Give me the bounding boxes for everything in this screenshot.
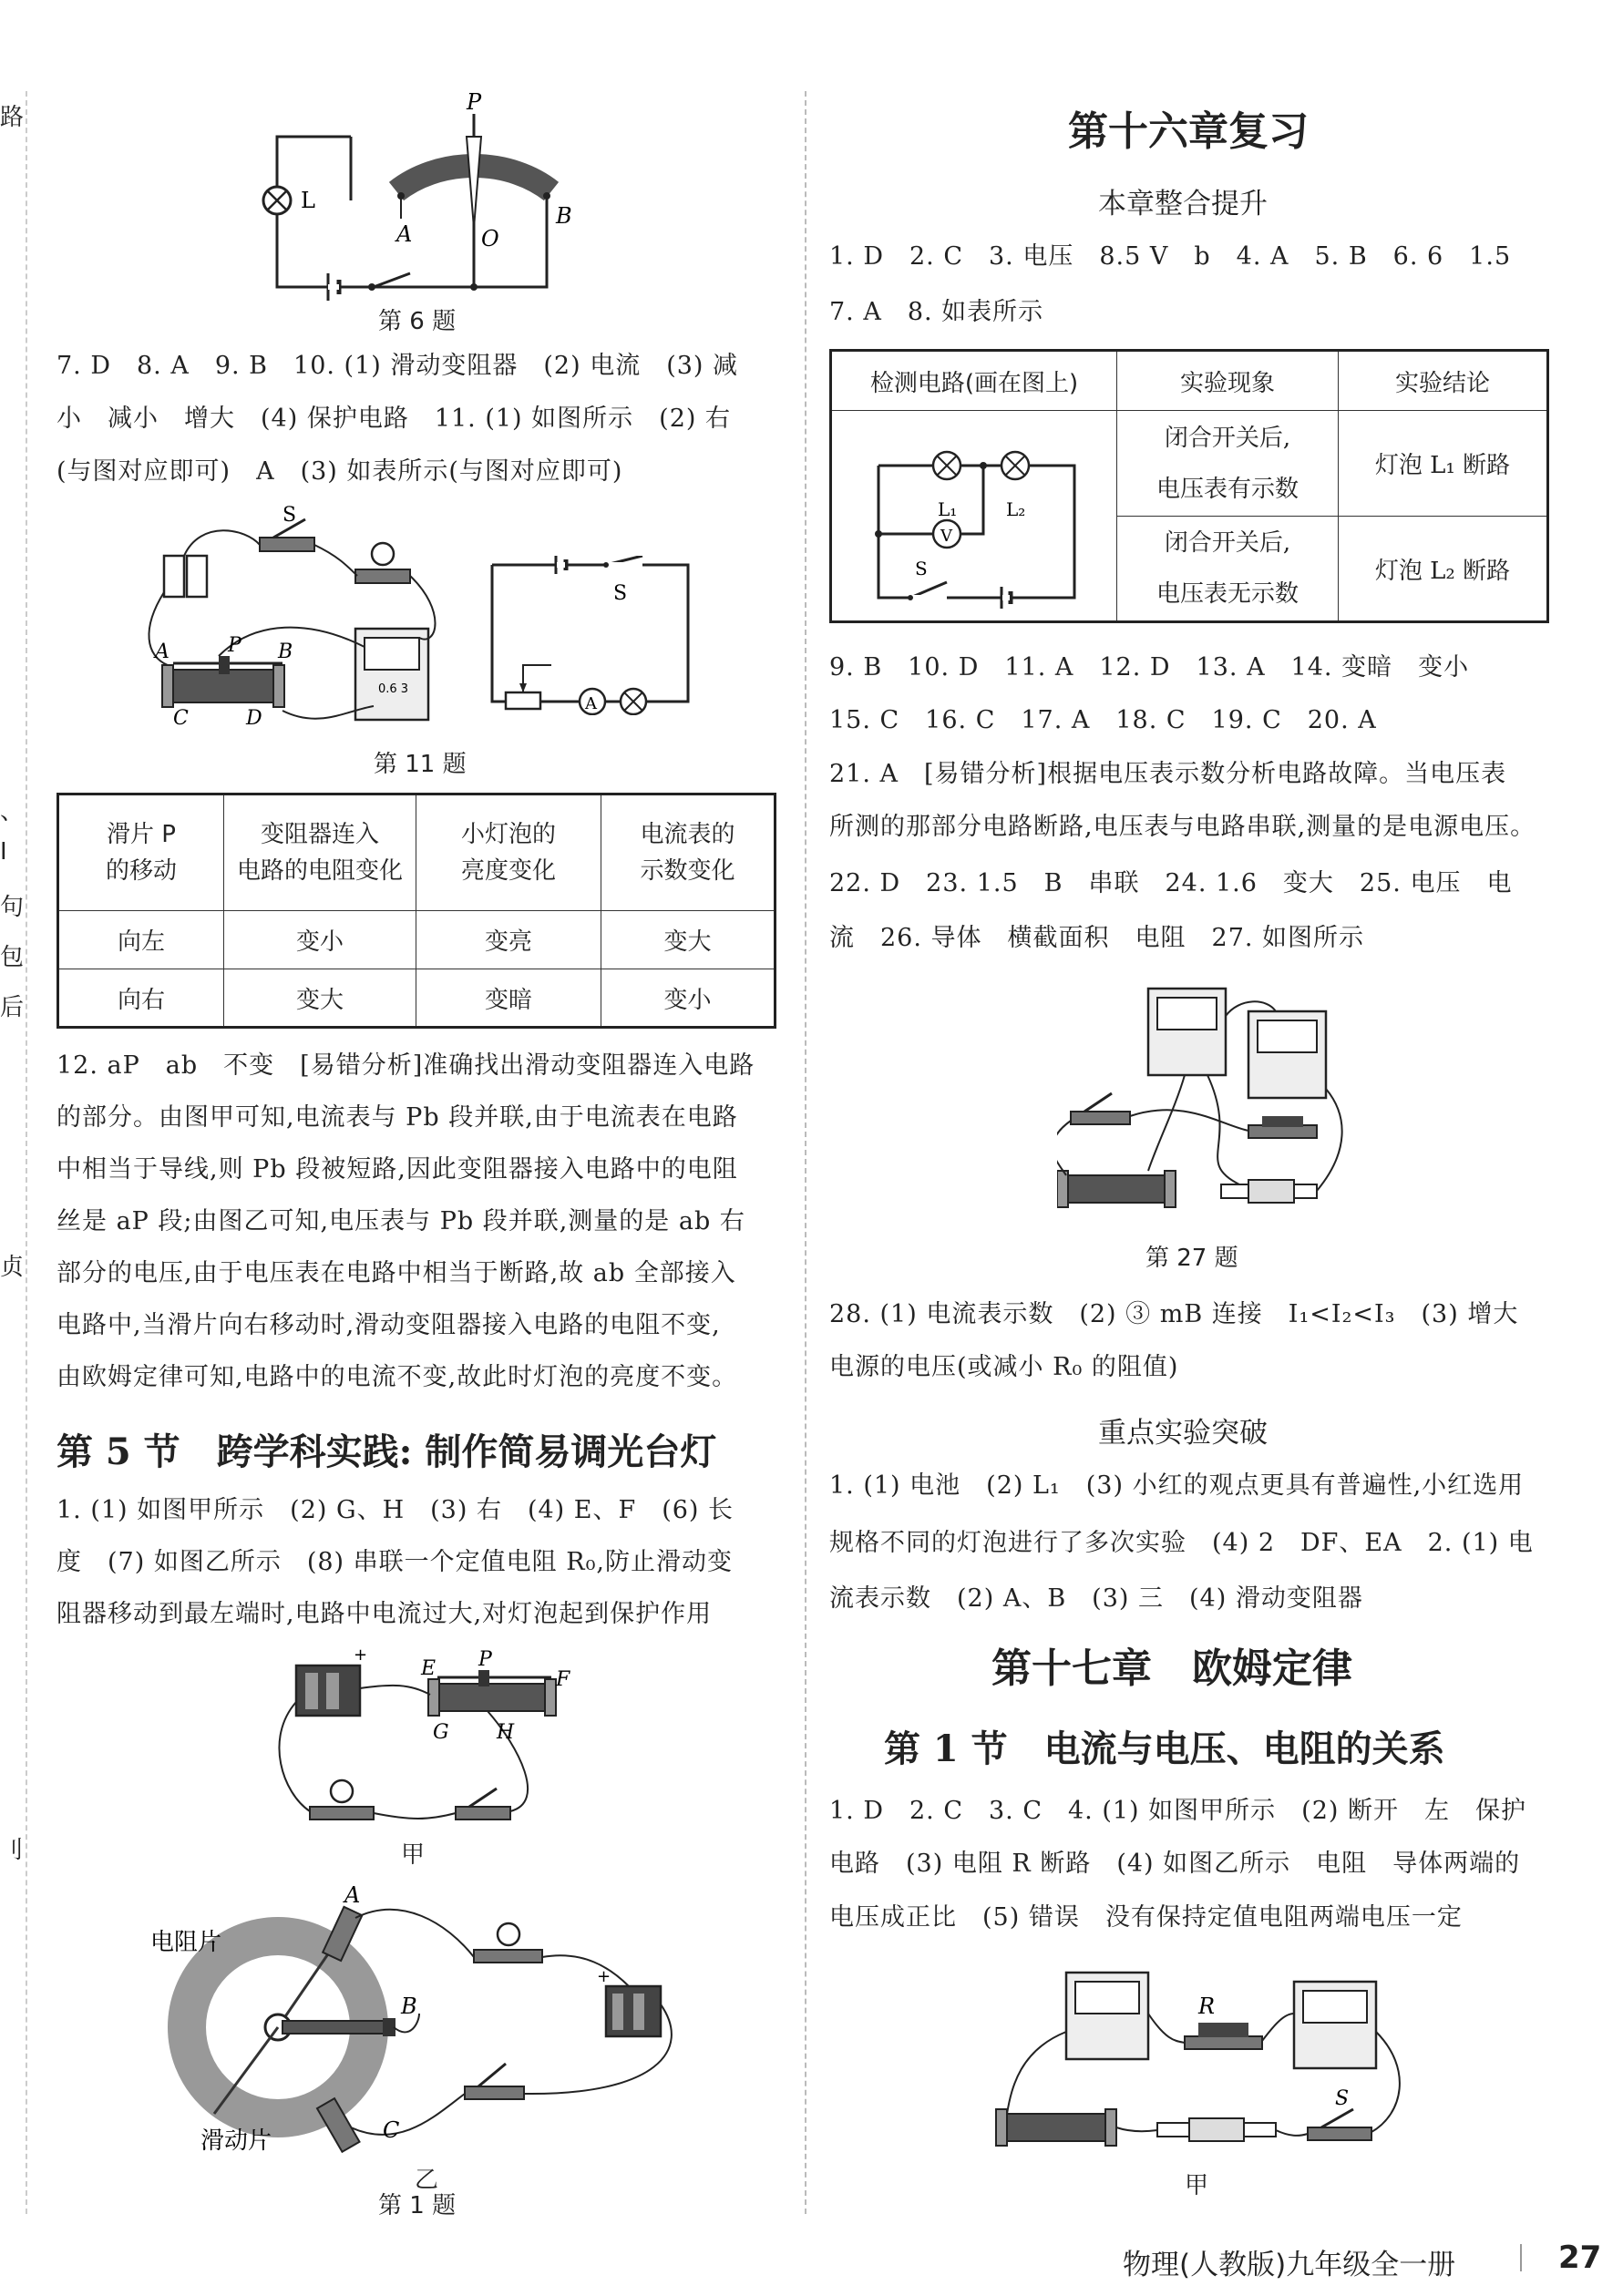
label-r: R xyxy=(1198,1994,1216,2019)
plus-label: + xyxy=(597,1967,611,1986)
label-v: V xyxy=(940,527,952,546)
margin-char: 包 xyxy=(0,944,25,971)
label-h: H xyxy=(497,1721,515,1744)
figure-27-caption: 第 27 题 xyxy=(1145,1245,1238,1272)
table-cell: 变大 xyxy=(224,969,416,1028)
answer-line: 15. C 16. C 17. A 18. C 19. C 20. A xyxy=(829,706,1377,734)
meter-scale: 0.6 3 xyxy=(378,682,409,696)
table-cell: 变暗 xyxy=(416,969,601,1028)
margin-char: 路 xyxy=(0,104,25,131)
answer-line: 22. D 23. 1.5 B 串联 24. 1.6 变大 25. 电压 电 xyxy=(829,869,1513,897)
answer-line: (与图对应即可) A (3) 如表所示(与图对应即可) xyxy=(56,457,623,486)
table-header: 实验现象 xyxy=(1117,351,1339,411)
answer-line: 流表示数 (2) A、B (3) 三 (4) 滑动变阻器 xyxy=(829,1584,1363,1613)
figure-6-circuit xyxy=(255,91,583,301)
page-number: 27 xyxy=(1558,2240,1602,2276)
answer-line: 规格不同的灯泡进行了多次实验 (4) 2 DF、EA 2. (1) 电 xyxy=(829,1529,1534,1557)
answer-line: 的部分。由图甲可知,电流表与 Pb 段并联,由于电流表在电路 xyxy=(56,1103,738,1132)
margin-char: 刂 xyxy=(0,1837,25,1864)
table-row xyxy=(58,911,776,969)
fault-detection-table xyxy=(829,349,1549,623)
table-row xyxy=(58,969,776,1028)
table-cell: 变大 xyxy=(601,911,776,969)
answer-line: 部分的电压,由于电压表在电路中相当于断路,故 ab 全部接入 xyxy=(56,1259,736,1287)
label-c: C xyxy=(383,2117,400,2143)
label-l1: L₁ xyxy=(938,498,958,520)
figure-1-caption: 第 1 题 xyxy=(378,2192,457,2219)
answer-line: 1. D 2. C 3. 电压 8.5 V b 4. A 5. B 6. 6 1.5 xyxy=(829,242,1512,271)
answer-line: 电压成正比 (5) 错误 没有保持定值电阻两端电压一定 xyxy=(829,1903,1463,1932)
page-footer xyxy=(0,2237,1623,2296)
figure-yi-caption: 乙 xyxy=(415,2167,439,2194)
answer-line: 28. (1) 电流表示数 (2) ③ mB 连接 I₁<I₂<I₃ (3) 增大 xyxy=(829,1300,1519,1328)
table-cell: 向左 xyxy=(58,911,224,969)
circuit-cell xyxy=(831,411,1117,622)
table-header: 检测电路(画在图上) xyxy=(831,351,1117,411)
table-cell: 变亮 xyxy=(416,911,601,969)
label-p: P xyxy=(467,91,482,115)
answer-line: 丝是 aP 段;由图乙可知,电压表与 Pb 段并联,测量的是 ab 右 xyxy=(56,1207,745,1235)
section-1-title: 第 1 节 电流与电压、电阻的关系 xyxy=(884,1727,1445,1770)
answer-line: 1. D 2. C 3. C 4. (1) 如图甲所示 (2) 断开 左 保护 xyxy=(829,1797,1526,1825)
label-s2: S xyxy=(613,582,628,605)
column-divider xyxy=(805,91,806,2214)
figure-yi-dimmer xyxy=(146,1886,693,2159)
label-s: S xyxy=(282,504,297,527)
answer-line: 电路 (3) 电阻 R 断路 (4) 如图乙所示 电阻 导体两端的 xyxy=(829,1850,1521,1878)
answer-line: 所测的那部分电路断路,电压表与电路串联,测量的是电源电压。 xyxy=(829,813,1536,841)
integration-title: 本章整合提升 xyxy=(1098,188,1268,220)
answer-line: 电路中,当滑片向右移动时,滑动变阻器接入电路的电阻不变, xyxy=(56,1311,721,1339)
detection-circuit xyxy=(860,420,1088,611)
section-5-title: 第 5 节 跨学科实践: 制作简易调光台灯 xyxy=(56,1430,717,1473)
label-resistor: 电阻片 xyxy=(150,1929,222,1956)
ammeter-label: A xyxy=(585,694,597,713)
footer-divider xyxy=(1520,2244,1522,2271)
margin-char: I xyxy=(0,838,7,866)
figure-jia-circuit xyxy=(273,1647,583,1839)
answer-line: 7. A 8. 如表所示 xyxy=(829,298,1044,326)
table-cell: 变小 xyxy=(601,969,776,1028)
label-b: B xyxy=(401,1994,417,2019)
label-b: B xyxy=(556,203,572,229)
label-g: G xyxy=(433,1721,449,1744)
figure-27-circuit xyxy=(1057,979,1358,1225)
chapter-16-title: 第十六章复习 xyxy=(1068,108,1309,155)
answer-line: 12. aP ab 不变 [易错分析]准确找出滑动变阻器连入电路 xyxy=(56,1051,755,1080)
answer-line: 中相当于导线,则 Pb 段被短路,因此变阻器接入电路中的电阻 xyxy=(56,1155,738,1184)
label-s: S xyxy=(1335,2087,1350,2110)
table-cell: 灯泡 L₁ 断路 xyxy=(1339,411,1548,517)
label-l2: L₂ xyxy=(1006,498,1026,520)
table-header: 小灯泡的 亮度变化 xyxy=(416,794,601,911)
label-c: C xyxy=(173,707,189,730)
label-a: A xyxy=(396,221,413,247)
label-a: A xyxy=(155,641,169,663)
chapter-17-title: 第十七章 欧姆定律 xyxy=(991,1645,1352,1692)
label-e: E xyxy=(421,1657,437,1680)
margin-char: 、 xyxy=(0,798,25,825)
label-s: S xyxy=(915,558,928,579)
plus-label: + xyxy=(354,1647,368,1665)
answer-line: 9. B 10. D 11. A 12. D 13. A 14. 变暗 变小 xyxy=(829,653,1470,682)
margin-char: 贞 xyxy=(0,1254,25,1281)
label-l: L xyxy=(301,188,315,213)
table-cell: 闭合开关后, 电压表有示数 xyxy=(1117,411,1339,517)
answer-line: 1. (1) 电池 (2) L₁ (3) 小红的观点更具有普遍性,小红选用 xyxy=(829,1471,1525,1500)
figure-11-physical-circuit xyxy=(146,501,456,738)
label-p: P xyxy=(228,634,241,657)
answer-line: 度 (7) 如图乙所示 (8) 串联一个定值电阻 R₀,防止滑动变 xyxy=(56,1548,733,1576)
figure-6-caption: 第 6 题 xyxy=(378,308,457,335)
answer-line: 7. D 8. A 9. B 10. (1) 滑动变阻器 (2) 电流 (3) 减 xyxy=(56,352,739,380)
footer-book-title: 物理(人教版)九年级全一册 xyxy=(1123,2249,1456,2281)
answer-line: 由欧姆定律可知,电路中的电流不变,故此时灯泡的亮度不变。 xyxy=(56,1363,738,1391)
table-cell: 闭合开关后, 电压表无示数 xyxy=(1117,517,1339,622)
answer-line: 小 减小 增大 (4) 保护电路 11. (1) 如图所示 (2) 右 xyxy=(56,405,732,433)
label-a: A xyxy=(344,1886,361,1908)
label-f: F xyxy=(556,1668,570,1691)
table-cell: 变小 xyxy=(224,911,416,969)
label-d: D xyxy=(246,707,262,730)
label-p: P xyxy=(478,1648,492,1671)
answer-line: 21. A [易错分析]根据电压表示数分析电路故障。当电压表 xyxy=(829,760,1507,788)
table-header: 电流表的 示数变化 xyxy=(601,794,776,911)
table-header: 滑片 P 的移动 xyxy=(58,794,224,911)
table-cell: 向右 xyxy=(58,969,224,1028)
figure-jia-right-caption: 甲 xyxy=(1185,2172,1209,2199)
table-cell: 灯泡 L₂ 断路 xyxy=(1339,517,1548,622)
table-header: 实验结论 xyxy=(1339,351,1548,411)
figure-jia-right-circuit xyxy=(993,1959,1467,2168)
margin-char: 句 xyxy=(0,894,25,921)
label-b: B xyxy=(278,641,293,663)
answer-line: 电源的电压(或减小 R₀ 的阻值) xyxy=(829,1353,1179,1381)
key-experiment-title: 重点实验突破 xyxy=(1098,1417,1268,1450)
rheostat-table xyxy=(56,793,776,1029)
table-row xyxy=(831,411,1548,517)
answer-line: 流 26. 导体 横截面积 电阻 27. 如图所示 xyxy=(829,924,1365,952)
label-slider: 滑动片 xyxy=(200,2127,272,2155)
margin-char: 后 xyxy=(0,994,25,1021)
answer-line: 1. (1) 如图甲所示 (2) G、H (3) 右 (4) E、F (6) 长 xyxy=(56,1496,734,1524)
figure-jia-caption: 甲 xyxy=(401,1841,426,1869)
table-header: 变阻器连入 电路的电阻变化 xyxy=(224,794,416,911)
answer-line: 阻器移动到最左端时,电路中电流过大,对灯泡起到保护作用 xyxy=(56,1600,713,1628)
left-margin-divider xyxy=(26,91,27,2214)
figure-11-caption: 第 11 题 xyxy=(374,751,467,778)
figure-11-schematic xyxy=(488,556,697,715)
label-o: O xyxy=(481,226,499,251)
